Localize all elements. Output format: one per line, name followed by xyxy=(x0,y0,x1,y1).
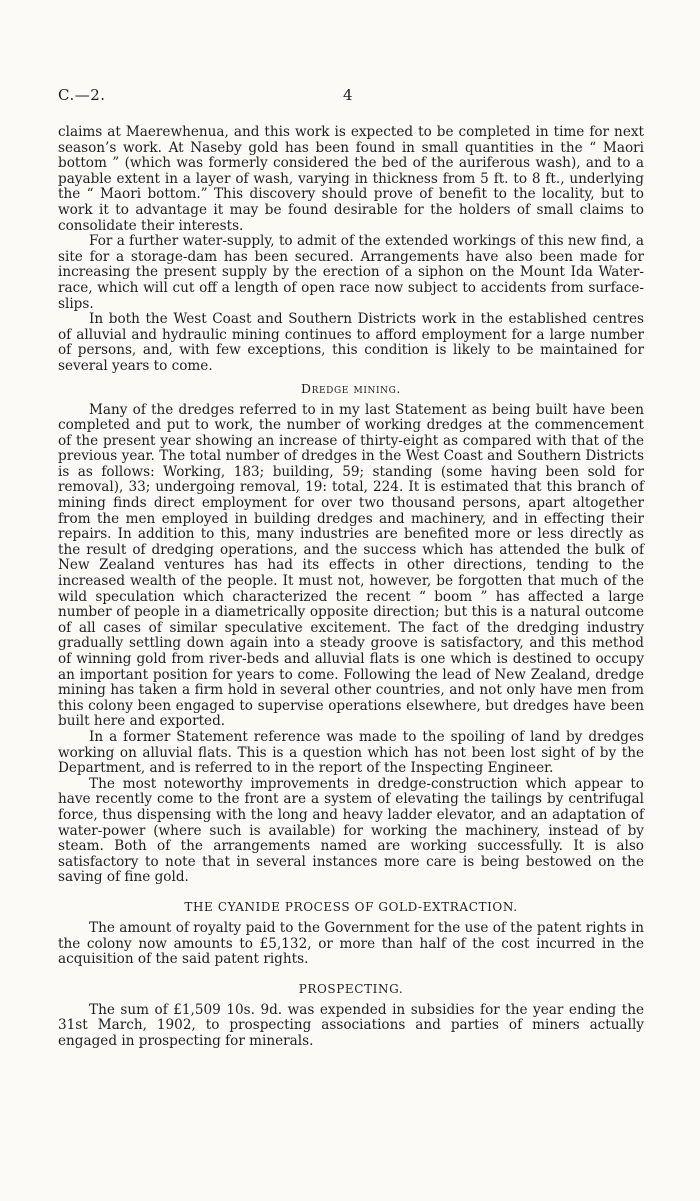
paragraph-prospecting: The sum of £1,509 10s. 9d. was expended in subsidies for the year ending the 31st March, 1902, to prospecting associations and parties of miners actually engaged in prospecting for minerals. xyxy=(58,1001,644,1049)
paragraph-dredges: Many of the dredges referred to in my last Statement as being built have been completed and put to work, the number of working dredges at the commencement of the present year showing an increase of thirty-eight as compared with that of the previous year. The total number of dredges in the West Coast and Southern Districts is as follows: Working, 183; building, 59; standing (some having been sold for removal), 33; undergoing removal, 19: total, 224. It is estimated that this branch of mining finds direct employment for over two thousand persons, apart altogether from the men employed in building dredges and machinery, and in effecting their repairs. In addition to this, many industries are benefited more or less directly as the result of dredging operations, and the success which has attended the bulk of New Zealand ventures has had its effects in other directions, tending to the increased wealth of the people. It must not, however, be forgotten that much of the wild speculation which characterized the recent “ boom ” has affected a large number of people in a diametrically opposite direction; but this is a natural outcome of all cases of similar speculative excitement. The fact of the dredging industry gradually settling down again into a steady groove is satisfactory, and this method of winning gold from river-beds and alluvial flats is one which is destined to occupy an important position for years to come. Following the lead of New Zealand, dredge mining has taken a firm hold in several other countries, and not only have men from this colony been engaged to supervise operations elsewhere, but dredges have been built here and exported. xyxy=(58,401,644,730)
heading-dredge-mining: Dredge mining. xyxy=(301,380,401,396)
paragraph-maerewhenua: claims at Maerewhenua, and this work is expected to be completed in time for next season’s work. At Naseby gold has been found in small quantities in the “ Maori bottom ” (which was formerly considered the bed of the auriferous wash), and to a payable extent in a layer of wash, varying in thickness from 5 ft. to 8 ft., underlying the “ Maori bottom.” This discovery should prove of benefit to the locality, but to work it to advantage it may be found desirable for the holders of small claims to consolidate their interests. xyxy=(58,124,644,234)
paragraph-royalty: The amount of royalty paid to the Government for the use of the patent rights in the colony now amounts to £5,132, or more than half of the cost incurred in the acquisition of the said patent rights. xyxy=(58,919,644,968)
paragraph-west-coast: In both the West Coast and Southern Districts work in the established centres of alluvial and hydraulic mining continues to afford employment for a large number of persons, and, with few exceptions, this condition is likely to be maintained for several years to come. xyxy=(58,311,644,374)
heading-prospecting: PROSPECTING. xyxy=(298,981,404,996)
document-reference: C.—2. xyxy=(58,86,106,104)
paragraph-spoiling-land: In a former Statement reference was made to the spoiling of land by dredges working on alluvial flats. This is a question which has not been lost sight of by the Department, and is referred to in the report of the Inspecting Engineer. xyxy=(58,728,644,777)
paragraph-water-supply: For a further water-supply, to admit of the extended workings of this new find, a site for a storage-dam has been secured. Arrangements have also been made for increasing the present supply by the erection of a siphon on the Mount Ida Water-race, which will cut off a length of open race now subject to accidents from surface-slips. xyxy=(58,233,644,312)
paragraph-improvements: The most noteworthy improvements in dredge-construction which appear to have recently come to the front are a system of elevating the tailings by centrifugal force, thus dispensing with the long and heavy ladder elevator, and an adaptation of water-power (where such is available) for working the machinery, instead of by steam. Both of the arrangements named are working successfully. It is also satisfactory to note that in several instances more care is being bestowed on the saving of fine gold. xyxy=(58,775,644,886)
document-body xyxy=(58,116,644,1049)
page-number: 4 xyxy=(343,86,353,104)
heading-cyanide-process: THE CYANIDE PROCESS OF GOLD-EXTRACTION. xyxy=(184,899,518,914)
